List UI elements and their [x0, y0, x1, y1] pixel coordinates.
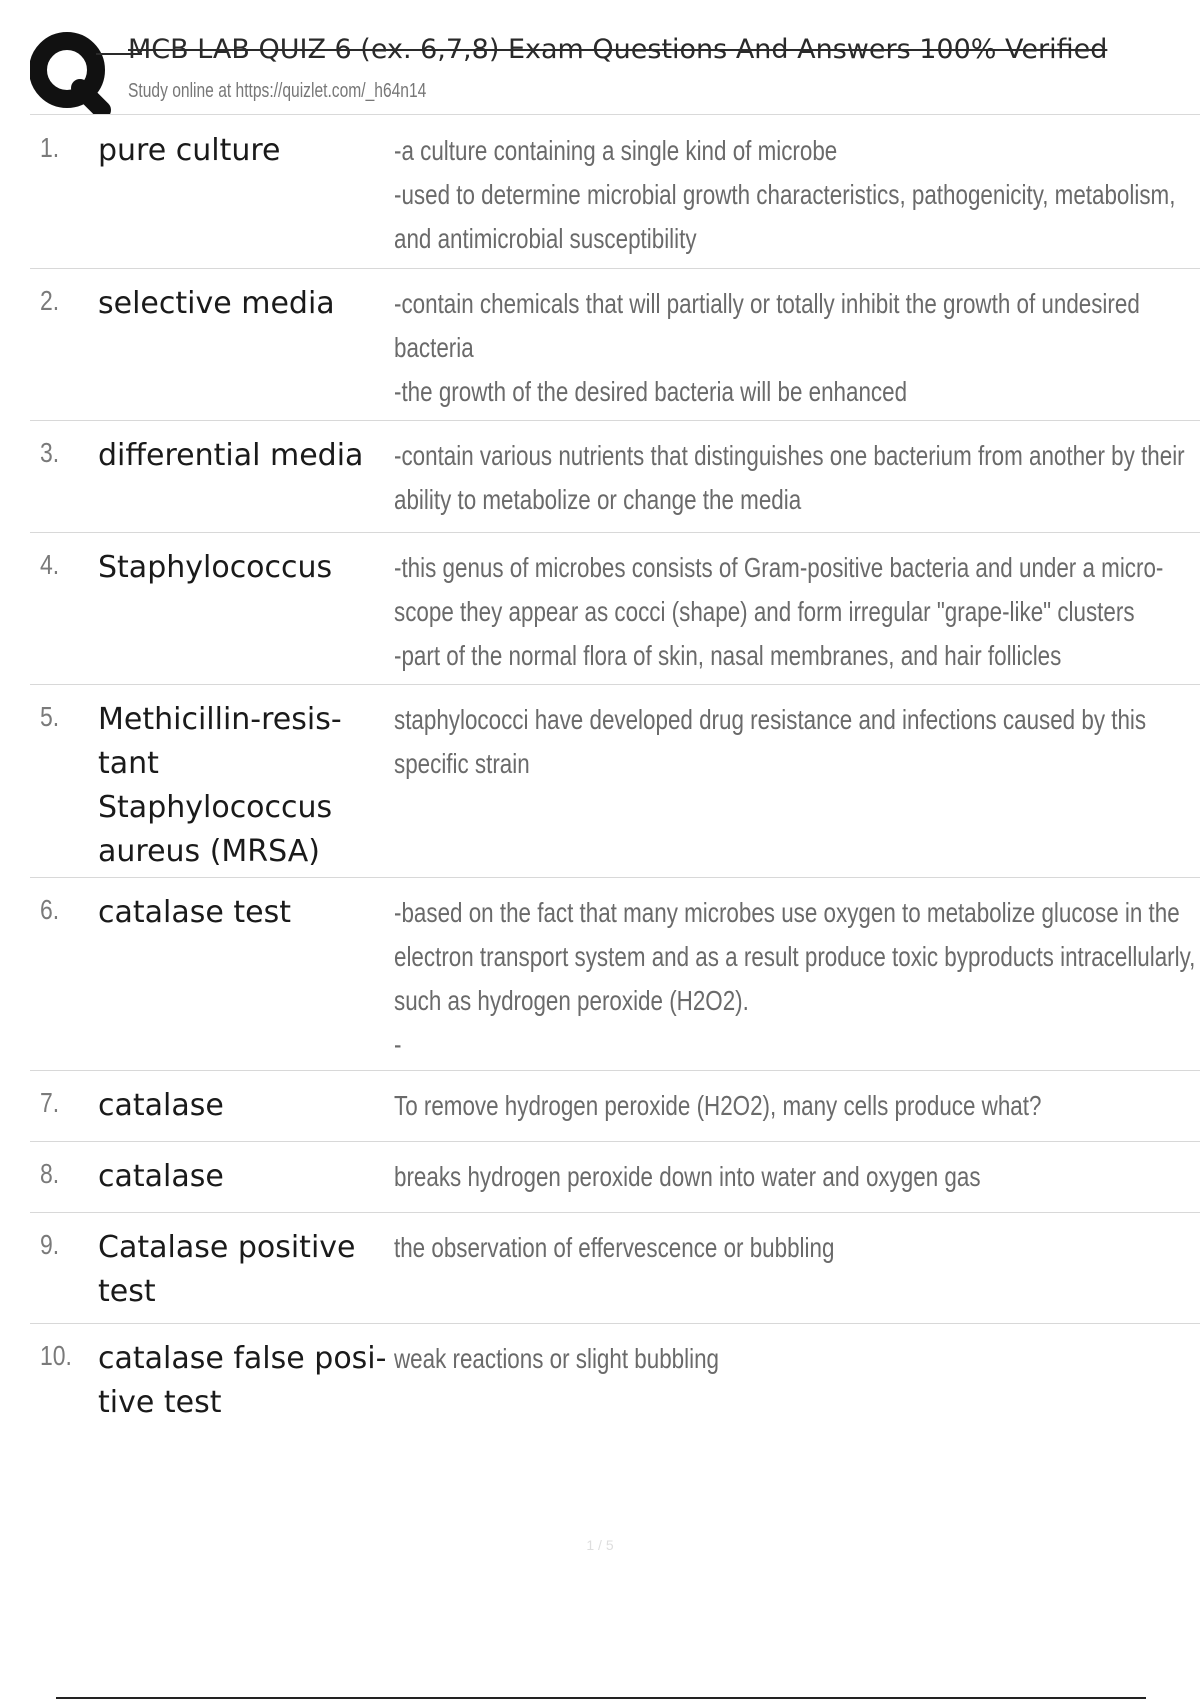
card-definition — [394, 282, 1200, 414]
definition-line: electron transport system and as a result produce toxic byproducts intracellularly, — [394, 941, 1196, 972]
term-line: Staphylococcus — [98, 550, 333, 585]
card-term — [98, 1084, 388, 1128]
term-line: catalase false posi- — [98, 1341, 387, 1376]
term-line: tive test — [98, 1385, 222, 1420]
definition-line: the observation of effervescence or bubbling — [394, 1232, 835, 1263]
card-row — [30, 685, 1200, 878]
card-term — [98, 546, 388, 590]
definition-line: scope they appear as cocci (shape) and form irregular "grape-like" clusters — [394, 596, 1135, 627]
definition-line: specific strain — [394, 748, 530, 779]
card-term — [98, 1155, 388, 1199]
term-line: Staphylococcus — [98, 790, 333, 825]
flashcard-list — [30, 116, 1200, 1435]
definition-line: -used to determine microbial growth characteristics, pathogenicity, metabolism, — [394, 179, 1176, 210]
definition-line: -based on the fact that many microbes use oxygen to metabolize glucose in the — [394, 897, 1180, 928]
card-definition — [394, 1084, 1200, 1128]
card-term — [98, 1226, 388, 1314]
card-row — [30, 878, 1200, 1071]
definition-line: -part of the normal flora of skin, nasal membranes, and hair follicles — [394, 640, 1062, 671]
card-definition — [394, 1226, 1200, 1270]
card-number: 1. — [40, 132, 60, 163]
card-number: 5. — [40, 701, 60, 732]
card-row — [30, 421, 1200, 533]
document-header — [30, 30, 1200, 115]
definition-line: -contain various nutrients that distinguishes one bacterium from another by their — [394, 440, 1185, 471]
document-title: MCB LAB QUIZ 6 (ex. 6,7,8) Exam Questions And Answers 100% Verified — [128, 34, 1108, 65]
quizlet-q-logo-icon — [30, 30, 142, 114]
definition-line: bacteria — [394, 332, 474, 363]
study-online-link-text: Study online at https://quizlet.com/_h64n14 — [128, 80, 427, 102]
definition-line: - — [394, 1029, 402, 1060]
page-number: 1 / 5 — [586, 1537, 614, 1553]
header-divider — [30, 114, 1200, 115]
card-definition — [394, 129, 1200, 261]
card-term — [98, 891, 388, 935]
card-number: 7. — [40, 1087, 60, 1118]
card-term — [98, 434, 388, 478]
card-row — [30, 1213, 1200, 1324]
card-term — [98, 282, 388, 326]
definition-line: staphylococci have developed drug resistance and infections caused by this — [394, 704, 1147, 735]
card-definition — [394, 891, 1200, 1067]
card-definition — [394, 434, 1200, 522]
card-number: 10. — [40, 1340, 72, 1371]
term-line: Catalase positive — [98, 1230, 356, 1265]
term-line: catalase test — [98, 895, 291, 930]
term-line: Methicillin-resis- — [98, 702, 342, 737]
card-row — [30, 1071, 1200, 1142]
term-line: pure culture — [98, 133, 281, 168]
definition-line: -a culture containing a single kind of microbe — [394, 135, 838, 166]
card-row — [30, 1324, 1200, 1435]
card-row — [30, 116, 1200, 269]
card-number: 6. — [40, 894, 60, 925]
definition-line: -contain chemicals that will partially or totally inhibit the growth of undesired — [394, 288, 1140, 319]
term-line: test — [98, 1274, 156, 1309]
definition-line: ability to metabolize or change the media — [394, 484, 802, 515]
term-line: aureus (MRSA) — [98, 834, 320, 869]
term-line: catalase — [98, 1159, 224, 1194]
definition-line: -this genus of microbes consists of Gram-positive bacteria and under a micro- — [394, 552, 1164, 583]
definition-line: and antimicrobial susceptibility — [394, 223, 697, 254]
card-definition — [394, 1155, 1200, 1199]
card-number: 4. — [40, 549, 60, 580]
term-line: selective media — [98, 286, 335, 321]
definition-line: -the growth of the desired bacteria will be enhanced — [394, 376, 908, 407]
definition-line: weak reactions or slight bubbling — [394, 1343, 719, 1374]
card-definition — [394, 698, 1200, 786]
term-line: differential media — [98, 438, 364, 473]
term-line: tant — [98, 746, 159, 781]
card-number: 9. — [40, 1229, 60, 1260]
footer-divider — [56, 1697, 1146, 1699]
card-term — [98, 698, 388, 874]
card-definition — [394, 1337, 1200, 1381]
card-definition — [394, 546, 1200, 678]
card-number: 2. — [40, 285, 60, 316]
card-row — [30, 533, 1200, 685]
definition-line: breaks hydrogen peroxide down into water and oxygen gas — [394, 1161, 981, 1192]
card-row — [30, 1142, 1200, 1213]
definition-line: To remove hydrogen peroxide (H2O2), many cells produce what? — [394, 1090, 1042, 1121]
card-number: 3. — [40, 437, 60, 468]
term-line: catalase — [98, 1088, 224, 1123]
card-term — [98, 129, 388, 173]
definition-line: such as hydrogen peroxide (H2O2). — [394, 985, 749, 1016]
card-row — [30, 269, 1200, 421]
card-number: 8. — [40, 1158, 60, 1189]
card-term — [98, 1337, 388, 1425]
